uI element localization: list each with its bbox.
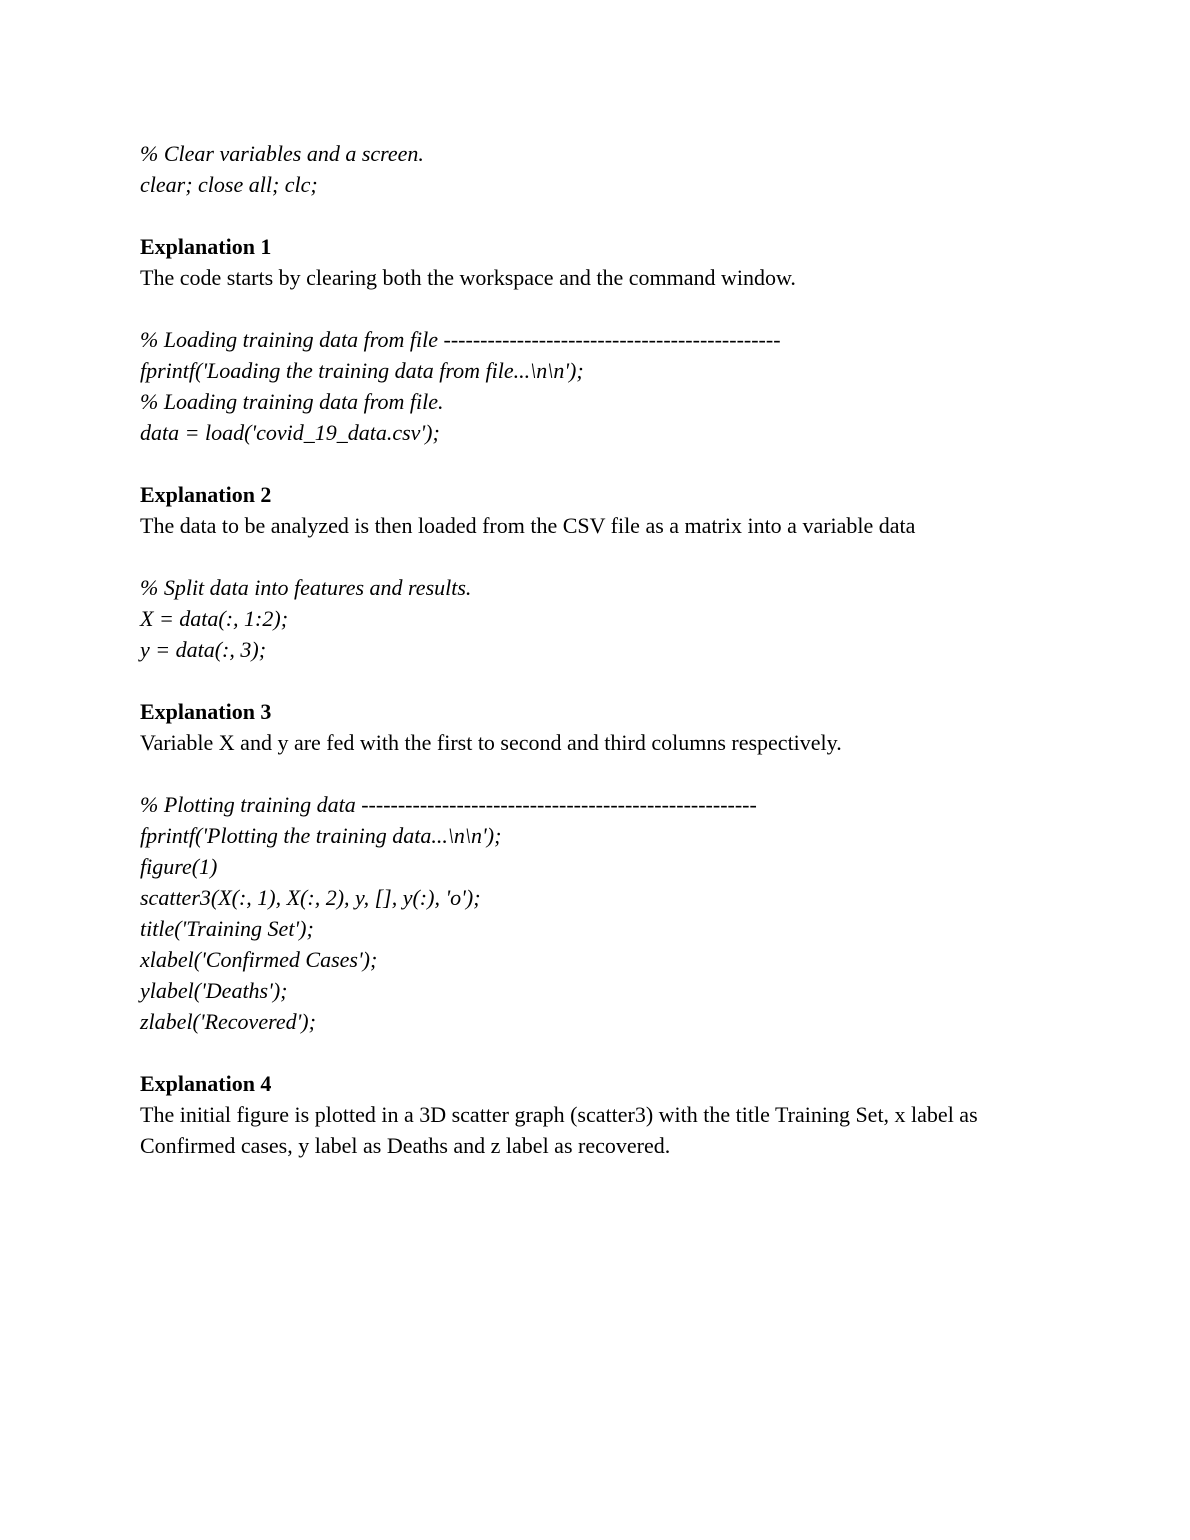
code-block-plot [140,789,1050,1037]
explanation-text: The code starts by clearing both the workspace and the command window. [140,265,796,290]
explanation-heading: Explanation 4 [140,1071,272,1096]
explanation-heading: Explanation 2 [140,482,272,507]
spacer [140,293,1050,324]
code-line: figure(1) [140,854,218,879]
code-block-clear [140,138,1050,200]
code-line: y = data(:, 3); [140,637,267,662]
code-line: fprintf('Plotting the training data...\n\n'); [140,823,502,848]
code-line: title('Training Set'); [140,916,314,941]
explanation-text: The data to be analyzed is then loaded from the CSV file as a matrix into a variable data [140,513,916,538]
code-line: % Loading training data from file ---------------------------------------------- [140,327,781,352]
code-line: zlabel('Recovered'); [140,1009,316,1034]
spacer [140,758,1050,789]
code-block-split [140,572,1050,665]
document-body [140,138,1050,1161]
code-block-load [140,324,1050,448]
code-line: data = load('covid_19_data.csv'); [140,420,440,445]
spacer [140,541,1050,572]
code-line: X = data(:, 1:2); [140,606,289,631]
code-line: scatter3(X(:, 1), X(:, 2), y, [], y(:), 'o'); [140,885,481,910]
explanation-text: The initial figure is plotted in a 3D scatter graph (scatter3) with the title Training Set, x label as Confirmed cases, y label as Deaths and z label as recovered. [140,1102,978,1158]
spacer [140,200,1050,231]
explanation-heading: Explanation 1 [140,234,272,259]
code-line: xlabel('Confirmed Cases'); [140,947,378,972]
explanation-text: Variable X and y are fed with the first to second and third columns respectively. [140,730,842,755]
spacer [140,448,1050,479]
code-line: ylabel('Deaths'); [140,978,288,1003]
spacer [140,665,1050,696]
code-line: fprintf('Loading the training data from file...\n\n'); [140,358,584,383]
code-line: % Loading training data from file. [140,389,444,414]
code-line: % Plotting training data ------------------------------------------------------ [140,792,757,817]
explanation-heading: Explanation 3 [140,699,272,724]
spacer [140,1037,1050,1068]
code-line: % Clear variables and a screen. [140,141,424,166]
code-line: clear; close all; clc; [140,172,318,197]
code-line: % Split data into features and results. [140,575,472,600]
